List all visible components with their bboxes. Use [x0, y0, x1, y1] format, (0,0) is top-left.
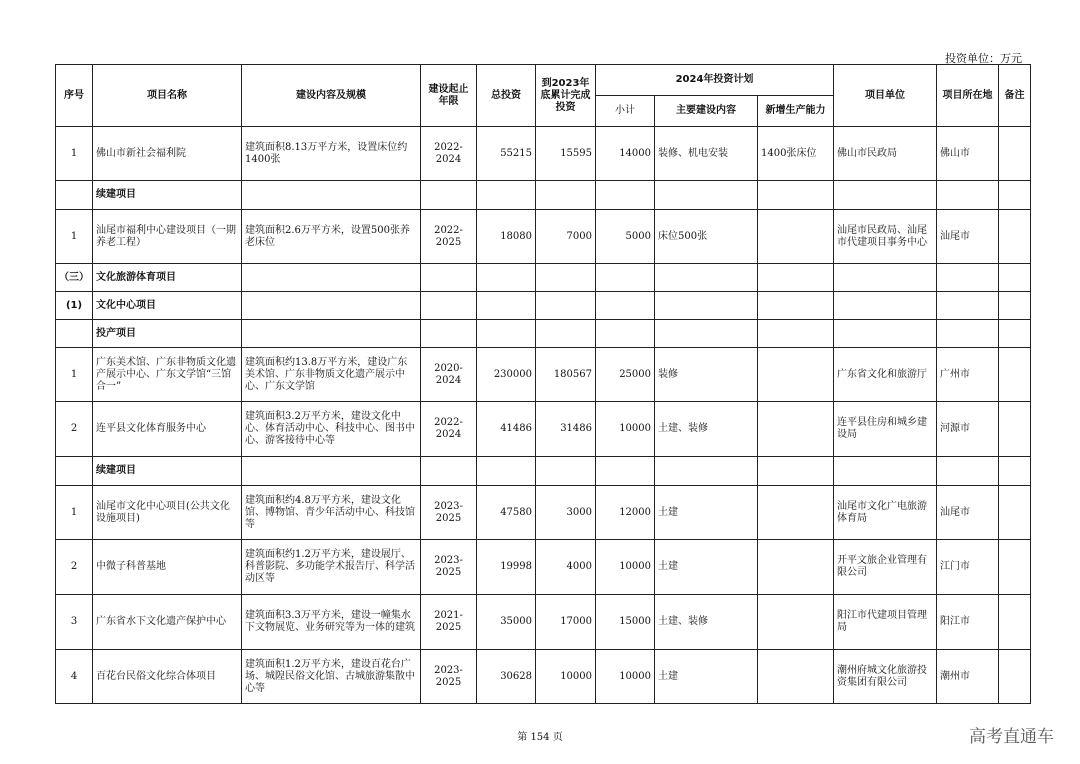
cell-total: 230000	[477, 348, 536, 402]
header-remark: 备注	[999, 65, 1031, 127]
cell-main-content: 装修	[655, 348, 758, 402]
cell-unit: 汕尾市民政局、汕尾市代建项目事务中心	[834, 210, 937, 264]
empty-cell	[596, 320, 655, 348]
empty-cell	[421, 264, 477, 292]
empty-cell	[937, 457, 999, 486]
cell-capacity	[758, 650, 834, 704]
empty-cell	[536, 181, 596, 210]
empty-cell	[999, 457, 1031, 486]
cell-period: 2023-2025	[421, 650, 477, 704]
cell-location: 江门市	[937, 540, 999, 595]
section-label: 续建项目	[93, 457, 242, 486]
table-row	[56, 348, 1031, 402]
cell-name: 汕尾市文化中心项目(公共文化设施项目)	[93, 486, 242, 540]
cell-content: 建筑面积8.13万平方米，设置床位约1400张	[242, 127, 421, 181]
empty-cell	[937, 181, 999, 210]
header-capacity: 新增生产能力	[758, 96, 834, 127]
empty-cell	[834, 320, 937, 348]
cell-completed: 10000	[536, 650, 596, 704]
cell-location: 汕尾市	[937, 486, 999, 540]
section-seq: （三）	[56, 264, 93, 292]
investment-plan-table	[55, 64, 1031, 704]
cell-location: 潮州市	[937, 650, 999, 704]
cell-period: 2023-2025	[421, 486, 477, 540]
empty-cell	[477, 320, 536, 348]
cell-subtotal: 12000	[596, 486, 655, 540]
cell-unit: 开平文旅企业管理有限公司	[834, 540, 937, 595]
cell-main-content: 土建、装修	[655, 402, 758, 457]
cell-period: 2022-2024	[421, 127, 477, 181]
cell-capacity	[758, 540, 834, 595]
cell-seq: 1	[56, 127, 93, 181]
cell-subtotal: 5000	[596, 210, 655, 264]
section-row	[56, 292, 1031, 320]
cell-capacity	[758, 486, 834, 540]
cell-capacity	[758, 210, 834, 264]
cell-unit: 汕尾市文化广电旅游体育局	[834, 486, 937, 540]
cell-location: 汕尾市	[937, 210, 999, 264]
cell-total: 19998	[477, 540, 536, 595]
cell-completed: 7000	[536, 210, 596, 264]
cell-subtotal: 10000	[596, 540, 655, 595]
empty-cell	[999, 320, 1031, 348]
table-row	[56, 127, 1031, 181]
empty-cell	[421, 320, 477, 348]
header-main-content: 主要建设内容	[655, 96, 758, 127]
empty-cell	[536, 264, 596, 292]
header-location: 项目所在地	[937, 65, 999, 127]
cell-seq: 2	[56, 540, 93, 595]
cell-main-content: 土建	[655, 486, 758, 540]
cell-name: 连平县文化体育服务中心	[93, 402, 242, 457]
cell-seq: 1	[56, 210, 93, 264]
section-row	[56, 457, 1031, 486]
section-seq	[56, 457, 93, 486]
empty-cell	[477, 292, 536, 320]
empty-cell	[758, 320, 834, 348]
cell-subtotal: 14000	[596, 127, 655, 181]
cell-total: 47580	[477, 486, 536, 540]
empty-cell	[758, 181, 834, 210]
header-content: 建设内容及规模	[242, 65, 421, 127]
cell-subtotal: 25000	[596, 348, 655, 402]
cell-total: 41486	[477, 402, 536, 457]
header-completed: 到2023年底累计完成投资	[536, 65, 596, 127]
empty-cell	[421, 457, 477, 486]
cell-seq: 3	[56, 595, 93, 650]
empty-cell	[834, 264, 937, 292]
empty-cell	[596, 264, 655, 292]
section-label: 文化旅游体育项目	[93, 264, 242, 292]
empty-cell	[758, 292, 834, 320]
cell-content: 建筑面积2.6万平方米，设置500张养老床位	[242, 210, 421, 264]
empty-cell	[937, 320, 999, 348]
header-seq: 序号	[56, 65, 93, 127]
cell-capacity	[758, 595, 834, 650]
empty-cell	[758, 264, 834, 292]
cell-main-content: 土建	[655, 540, 758, 595]
cell-seq: 4	[56, 650, 93, 704]
cell-location: 佛山市	[937, 127, 999, 181]
cell-unit: 广东省文化和旅游厅	[834, 348, 937, 402]
cell-remark	[999, 127, 1031, 181]
cell-capacity	[758, 402, 834, 457]
cell-content: 建筑面积3.2万平方米，建设文化中心、体育活动中心、科技中心、图书中心、游客接待中心等	[242, 402, 421, 457]
cell-completed: 4000	[536, 540, 596, 595]
empty-cell	[655, 264, 758, 292]
empty-cell	[937, 292, 999, 320]
cell-location: 河源市	[937, 402, 999, 457]
cell-location: 广州市	[937, 348, 999, 402]
cell-period: 2020-2024	[421, 348, 477, 402]
empty-cell	[477, 264, 536, 292]
cell-content: 建筑面积3.3万平方米，建设一幢集水下文物展览、业务研究等为一体的建筑	[242, 595, 421, 650]
cell-remark	[999, 540, 1031, 595]
page-number: 第 154 页	[517, 732, 563, 743]
cell-location: 阳江市	[937, 595, 999, 650]
empty-cell	[655, 457, 758, 486]
cell-content: 建筑面积约4.8万平方米，建设文化馆、博物馆、青少年活动中心、科技馆等	[242, 486, 421, 540]
empty-cell	[655, 181, 758, 210]
section-seq	[56, 181, 93, 210]
cell-seq: 2	[56, 402, 93, 457]
cell-capacity: 1400张床位	[758, 127, 834, 181]
cell-completed: 3000	[536, 486, 596, 540]
cell-total: 55215	[477, 127, 536, 181]
empty-cell	[477, 457, 536, 486]
cell-completed: 180567	[536, 348, 596, 402]
cell-period: 2021-2025	[421, 595, 477, 650]
cell-unit: 佛山市民政局	[834, 127, 937, 181]
cell-completed: 17000	[536, 595, 596, 650]
section-row	[56, 264, 1031, 292]
table-row	[56, 210, 1031, 264]
cell-completed: 31486	[536, 402, 596, 457]
section-seq: (1)	[56, 292, 93, 320]
cell-unit: 潮州府城文化旅游投资集团有限公司	[834, 650, 937, 704]
table-row	[56, 650, 1031, 704]
cell-remark	[999, 402, 1031, 457]
empty-cell	[536, 457, 596, 486]
cell-completed: 15595	[536, 127, 596, 181]
empty-cell	[834, 181, 937, 210]
table-row	[56, 402, 1031, 457]
cell-period: 2023-2025	[421, 540, 477, 595]
header-period: 建设起止年限	[421, 65, 477, 127]
table-row	[56, 540, 1031, 595]
empty-cell	[758, 457, 834, 486]
cell-name: 广东省水下文化遗产保护中心	[93, 595, 242, 650]
cell-remark	[999, 650, 1031, 704]
cell-total: 30628	[477, 650, 536, 704]
cell-remark	[999, 210, 1031, 264]
section-row	[56, 320, 1031, 348]
header-plan-2024: 2024年投资计划	[596, 65, 834, 96]
cell-subtotal: 15000	[596, 595, 655, 650]
cell-seq: 1	[56, 486, 93, 540]
header-name: 项目名称	[93, 65, 242, 127]
empty-cell	[421, 181, 477, 210]
cell-subtotal: 10000	[596, 650, 655, 704]
cell-main-content: 床位500张	[655, 210, 758, 264]
cell-main-content: 装修、机电安装	[655, 127, 758, 181]
empty-cell	[596, 181, 655, 210]
empty-cell	[834, 457, 937, 486]
cell-content: 建筑面积1.2万平方米，建设百花台广场、城隍民俗文化馆、古城旅游集散中心等	[242, 650, 421, 704]
watermark: 高考直通车	[969, 727, 1054, 747]
cell-name: 中微子科普基地	[93, 540, 242, 595]
cell-subtotal: 10000	[596, 402, 655, 457]
cell-total: 35000	[477, 595, 536, 650]
empty-cell	[242, 320, 421, 348]
empty-cell	[596, 292, 655, 320]
empty-cell	[242, 181, 421, 210]
empty-cell	[242, 292, 421, 320]
section-label: 续建项目	[93, 181, 242, 210]
section-seq	[56, 320, 93, 348]
empty-cell	[242, 264, 421, 292]
cell-unit: 阳江市代建项目管理局	[834, 595, 937, 650]
empty-cell	[655, 292, 758, 320]
cell-content: 建筑面积约1.2万平方米，建设展厅、科普影院、多功能学术报告厅、科学活动区等	[242, 540, 421, 595]
empty-cell	[999, 292, 1031, 320]
cell-unit: 连平县住房和城乡建设局	[834, 402, 937, 457]
empty-cell	[999, 181, 1031, 210]
cell-remark	[999, 595, 1031, 650]
empty-cell	[536, 292, 596, 320]
cell-name: 广东美术馆、广东非物质文化遗产展示中心、广东文学馆“三馆合一”	[93, 348, 242, 402]
empty-cell	[477, 181, 536, 210]
section-label: 文化中心项目	[93, 292, 242, 320]
cell-remark	[999, 348, 1031, 402]
empty-cell	[596, 457, 655, 486]
empty-cell	[655, 320, 758, 348]
cell-period: 2022-2025	[421, 210, 477, 264]
cell-name: 百花台民俗文化综合体项目	[93, 650, 242, 704]
empty-cell	[242, 457, 421, 486]
empty-cell	[536, 320, 596, 348]
empty-cell	[999, 264, 1031, 292]
header-unit: 项目单位	[834, 65, 937, 127]
header-total: 总投资	[477, 65, 536, 127]
cell-period: 2022-2024	[421, 402, 477, 457]
cell-remark	[999, 486, 1031, 540]
cell-main-content: 土建	[655, 650, 758, 704]
empty-cell	[834, 292, 937, 320]
investment-unit-label: 投资单位：万元	[945, 52, 1022, 65]
cell-main-content: 土建、装修	[655, 595, 758, 650]
header-subtotal: 小计	[596, 96, 655, 127]
section-label: 投产项目	[93, 320, 242, 348]
cell-seq: 1	[56, 348, 93, 402]
cell-name: 佛山市新社会福利院	[93, 127, 242, 181]
cell-capacity	[758, 348, 834, 402]
cell-total: 18080	[477, 210, 536, 264]
cell-name: 汕尾市福利中心建设项目（一期养老工程）	[93, 210, 242, 264]
empty-cell	[937, 264, 999, 292]
section-row	[56, 181, 1031, 210]
cell-content: 建筑面积约13.8万平方米，建设广东美术馆、广东非物质文化遗产展示中心、广东文学馆	[242, 348, 421, 402]
table-row	[56, 486, 1031, 540]
empty-cell	[421, 292, 477, 320]
table-row	[56, 595, 1031, 650]
